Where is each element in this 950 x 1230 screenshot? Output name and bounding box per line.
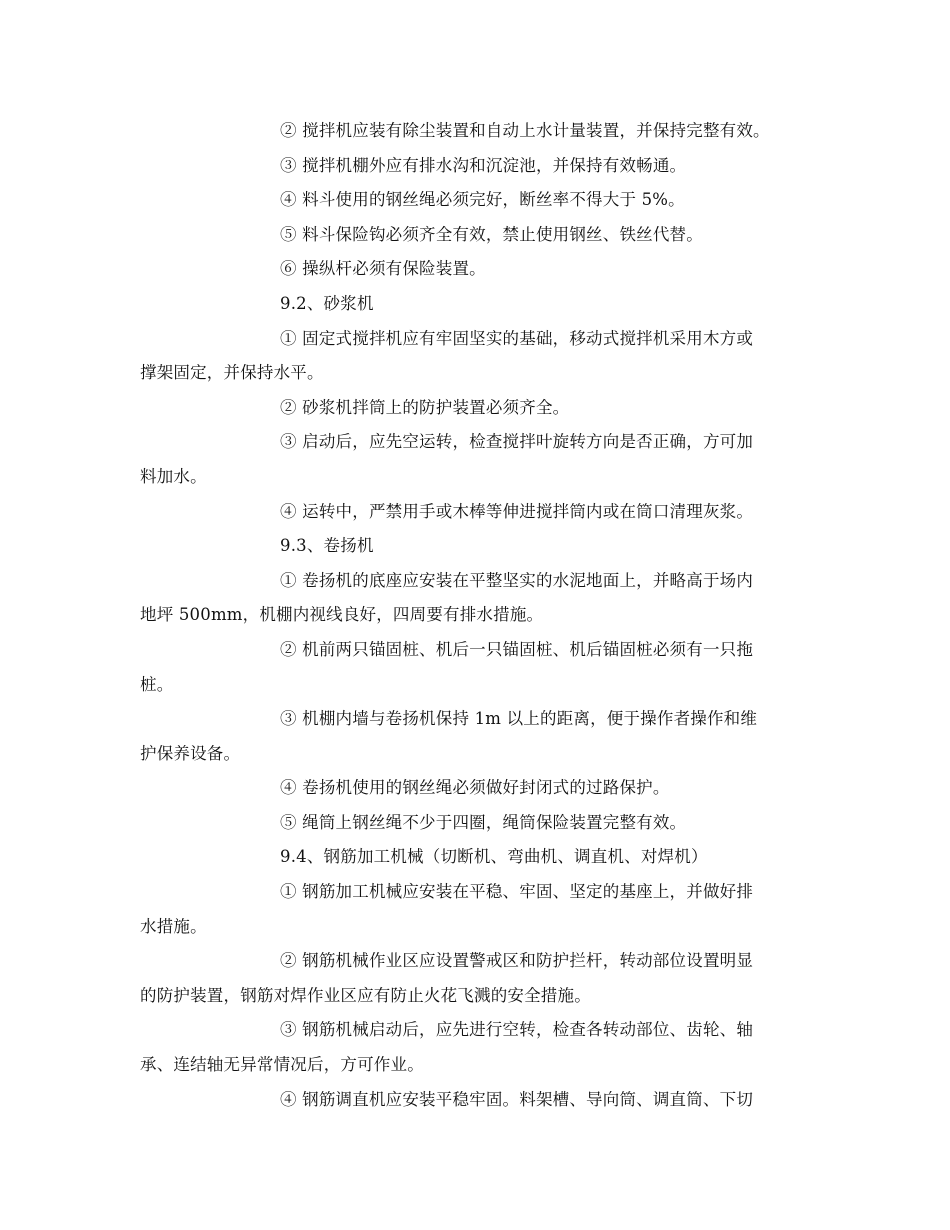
text-line: 9.3、卷扬机: [280, 536, 374, 556]
text-line: 水措施。: [140, 916, 207, 936]
text-line: 承、连结轴无异常情况后，方可作业。: [140, 1055, 424, 1075]
text-line: ④ 料斗使用的钢丝绳必须完好，断丝率不得大于 5%。: [280, 190, 685, 210]
text-line: 的防护装置，钢筋对焊作业区应有防止火花飞溅的安全措施。: [140, 985, 591, 1005]
text-line: ⑤ 料斗保险钩必须齐全有效，禁止使用钢丝、铁丝代替。: [280, 224, 703, 244]
text-line: ④ 运转中，严禁用手或木棒等伸进搅拌筒内或在筒口清理灰浆。: [280, 501, 754, 521]
text-line: ④ 钢筋调直机应安装平稳牢固。料架槽、导向筒、调直筒、下切: [280, 1089, 754, 1109]
text-line: 护保养设备。: [140, 743, 241, 763]
text-line: ④ 卷扬机使用的钢丝绳必须做好封闭式的过路保护。: [280, 778, 670, 798]
text-line: 桩。: [140, 674, 174, 694]
text-line: ① 固定式搅拌机应有牢固坚实的基础，移动式搅拌机采用木方或: [280, 328, 754, 348]
text-line: 地坪 500mm，机棚内视线良好，四周要有排水措施。: [140, 605, 544, 625]
text-line: 9.2、砂浆机: [280, 293, 374, 313]
text-line: ② 钢筋机械作业区应设置警戒区和防护拦杆，转动部位设置明显: [280, 951, 754, 971]
text-line: ② 机前两只锚固桩、机后一只锚固桩、机后锚固桩必须有一只拖: [280, 639, 754, 659]
text-line: ③ 钢筋机械启动后，应先进行空转，检查各转动部位、齿轮、轴: [280, 1020, 754, 1040]
text-line: ① 钢筋加工机械应安装在平稳、牢固、坚定的基座上，并做好排: [280, 882, 754, 902]
text-line: ③ 机棚内墙与卷扬机保持 1m 以上的距离，便于操作者操作和维: [280, 709, 758, 729]
text-line: 料加水。: [140, 466, 207, 486]
text-line: ③ 搅拌机棚外应有排水沟和沉淀池，并保持有效畅通。: [280, 155, 687, 175]
document-page: [140, 114, 810, 1117]
text-line: ⑤ 绳筒上钢丝绳不少于四圈，绳筒保险装置完整有效。: [280, 812, 687, 832]
text-line: ② 搅拌机应装有除尘装置和自动上水计量装置，并保持完整有效。: [280, 121, 770, 140]
text-line: ① 卷扬机的底座应安装在平整坚实的水泥地面上，并略高于场内: [280, 570, 754, 590]
text-line: 9.4、钢筋加工机械（切断机、弯曲机、调直机、对焊机）: [280, 847, 708, 867]
text-line: ② 砂浆机拌筒上的防护装置必须齐全。: [280, 397, 570, 417]
text-line: ⑥ 操纵杆必须有保险装置。: [280, 259, 486, 279]
text-line: ③ 启动后，应先空运转，检查搅拌叶旋转方向是否正确，方可加: [280, 432, 754, 452]
text-line: 撑架固定，并保持水平。: [140, 363, 324, 383]
